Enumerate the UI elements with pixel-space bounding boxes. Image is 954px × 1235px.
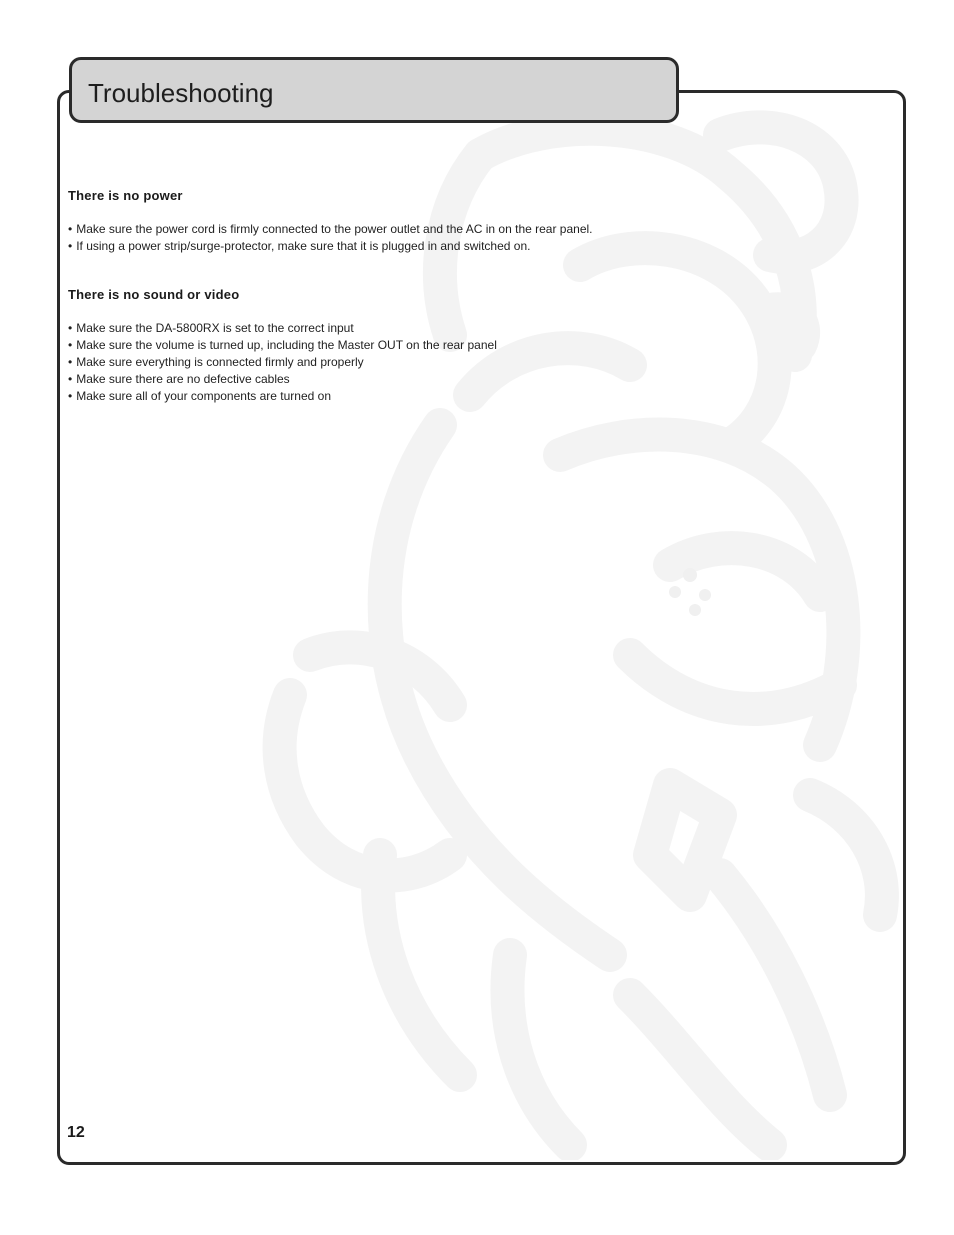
list-item: • Make sure all of your components are turned on	[68, 388, 848, 405]
section-no-power	[68, 188, 848, 255]
title-tab	[69, 57, 679, 123]
section-heading: There is no power	[68, 188, 183, 203]
list-item: • Make sure the power cord is firmly connected to the power outlet and the AC in on the rear panel.	[68, 221, 848, 238]
content-area	[68, 188, 848, 405]
list-item: • Make sure everything is connected firmly and properly	[68, 354, 848, 371]
bullet-list	[68, 221, 848, 255]
list-item: • If using a power strip/surge-protector, make sure that it is plugged in and switched on.	[68, 238, 848, 255]
list-item: • Make sure the DA-5800RX is set to the correct input	[68, 320, 848, 337]
bullet-list	[68, 320, 848, 405]
page-title: Troubleshooting	[88, 78, 274, 108]
section-heading: There is no sound or video	[68, 287, 240, 302]
list-item: • Make sure there are no defective cables	[68, 371, 848, 388]
list-item: • Make sure the volume is turned up, including the Master OUT on the rear panel	[68, 337, 848, 354]
section-no-sound-or-video	[68, 287, 848, 405]
page-number: 12	[67, 1124, 85, 1141]
